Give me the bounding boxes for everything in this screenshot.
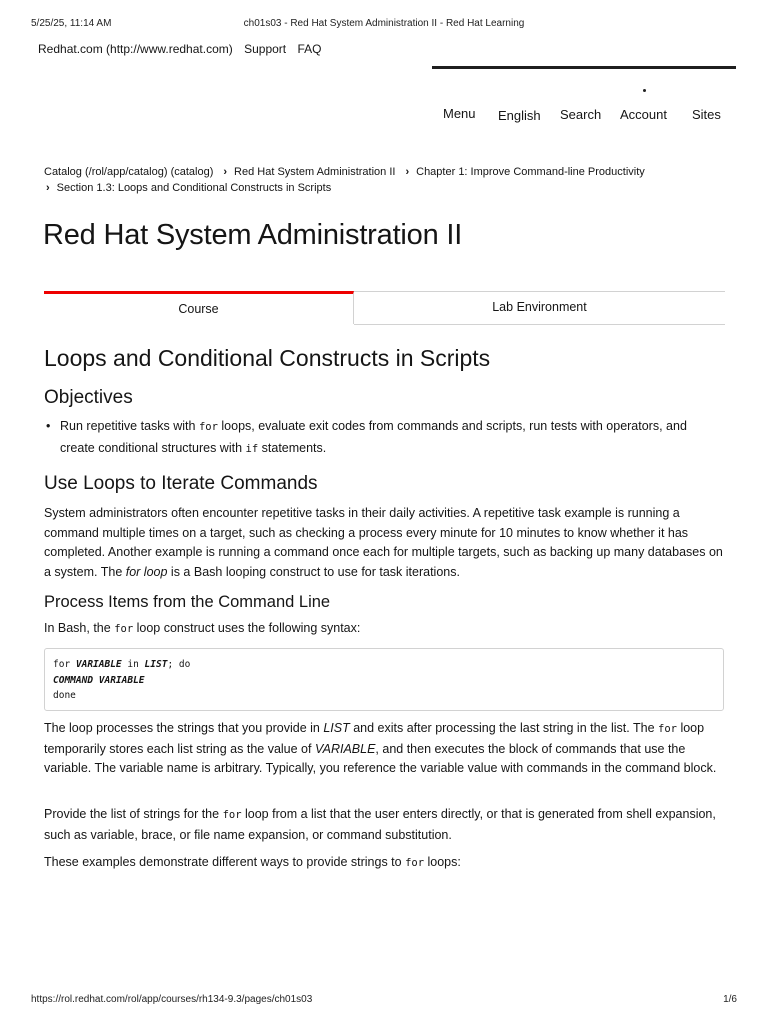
utility-links bbox=[38, 42, 329, 56]
breadcrumb-course[interactable]: Red Hat System Administration II bbox=[234, 166, 396, 178]
tab-course[interactable]: Course bbox=[44, 291, 354, 324]
print-title: ch01s03 - Red Hat System Administration II - Red Hat Learning bbox=[243, 18, 525, 29]
objective-item: • Run repetitive tasks with for loops, evaluate exit codes from commands and scripts, run tests with operators, and create conditional structures with if statements. bbox=[44, 416, 724, 460]
nav-search[interactable]: Search bbox=[560, 107, 602, 122]
chevron-right-icon: › bbox=[405, 166, 410, 178]
print-datetime: 5/25/25, 11:14 AM bbox=[31, 18, 112, 29]
notification-dot bbox=[643, 89, 646, 92]
syntax-paragraph: In Bash, the for loop construct uses the following syntax: bbox=[44, 621, 361, 635]
faq-link[interactable]: FAQ bbox=[297, 42, 322, 56]
loop-paragraph: The loop processes the strings that you provide in LIST and exits after processing the last string in the list. The for loop temporarily stores each list string as the value of VARIABLE, and then executes the block of commands that use the variable. The variable name is arbitrary. Typically, you reference the variable value with commands in the command block. bbox=[44, 721, 717, 775]
objectives-list bbox=[44, 416, 724, 460]
provide-paragraph: Provide the list of strings for the for loop from a list that the user enters directly, or that is generated from shell expansion, such as variable, brace, or file name expansion, or command substitution. bbox=[44, 807, 716, 842]
use-loops-paragraph: System administrators often encounter repetitive tasks in their daily activities. A repetitive task example is running a command multiple times on a target, such as checking a process every minute for 10 minutes to know whether it has completed. Another example is running a command once each for multiple targets, such as backing up many databases on a system. The for loop is a Bash looping construct to use for task iterations. bbox=[44, 506, 723, 579]
examples-paragraph: These examples demonstrate different ways to provide strings to for loops: bbox=[44, 855, 461, 869]
tab-lab-environment[interactable]: Lab Environment bbox=[354, 291, 725, 324]
breadcrumb-chapter[interactable]: Chapter 1: Improve Command-line Productivity bbox=[416, 166, 645, 178]
footer-url: https://rol.redhat.com/rol/app/courses/rh134-9.3/pages/ch01s03 bbox=[31, 994, 313, 1005]
header-rule bbox=[432, 66, 736, 69]
breadcrumb-catalog[interactable]: Catalog (/rol/app/catalog) (catalog) bbox=[44, 166, 214, 178]
nav-language[interactable]: English bbox=[498, 108, 541, 123]
breadcrumb bbox=[44, 164, 724, 196]
use-loops-heading: Use Loops to Iterate Commands bbox=[44, 473, 318, 494]
section-title: Loops and Conditional Constructs in Scripts bbox=[44, 345, 491, 371]
tab-bar bbox=[44, 291, 725, 325]
nav-account[interactable]: Account bbox=[620, 107, 667, 122]
nav-menu[interactable]: Menu bbox=[443, 106, 476, 121]
redhat-link[interactable]: Redhat.com (http://www.redhat.com) bbox=[38, 42, 233, 56]
tab-baseline bbox=[354, 324, 725, 325]
nav-sites[interactable]: Sites bbox=[692, 107, 721, 122]
footer-page-number: 1/6 bbox=[723, 994, 737, 1005]
code-block: for VARIABLE in LIST; do COMMAND VARIABLE done bbox=[44, 648, 724, 711]
objectives-heading: Objectives bbox=[44, 387, 133, 408]
page-title: Red Hat System Administration II bbox=[43, 219, 463, 251]
support-link[interactable]: Support bbox=[244, 42, 287, 56]
chevron-right-icon: › bbox=[46, 182, 50, 194]
breadcrumb-section[interactable]: Section 1.3: Loops and Conditional Constructs in Scripts bbox=[56, 182, 332, 194]
chevron-right-icon: › bbox=[223, 166, 228, 178]
process-items-heading: Process Items from the Command Line bbox=[44, 593, 331, 611]
